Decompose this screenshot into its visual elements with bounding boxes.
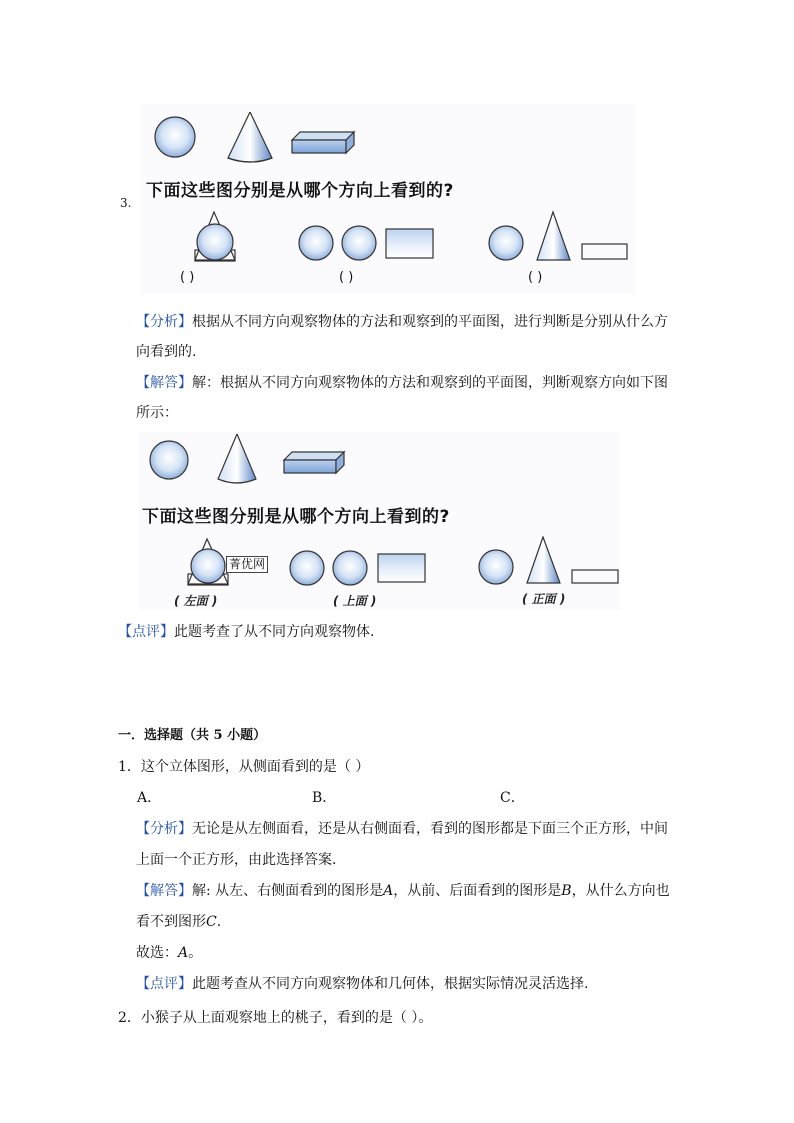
q1-comment: 【点评】此题考查从不同方向观察物体和几何体，根据实际情况灵活选择. <box>136 976 589 992</box>
q1-choice: 故选：A。 <box>136 945 203 961</box>
q3-answer-line1: 【解答】解：根据从不同方向观察物体的方法和观察到的平面图，判断观察方向如下图 <box>136 375 668 391</box>
figure-heading: 下面这些图分别是从哪个方向上看到的? <box>142 507 450 527</box>
answer-top-view: ( 上面 ) <box>333 594 377 608</box>
answer-tag: 【解答】 <box>136 375 192 391</box>
figure-heading: 下面这些图分别是从哪个方向上看到的? <box>146 181 454 201</box>
sphere-shape <box>155 117 195 157</box>
watermark-logo: 菁优网 <box>226 556 268 573</box>
option-a[interactable]: A． <box>137 790 162 806</box>
question-number: 3. <box>120 196 132 210</box>
answer-blank-3: ( ) <box>528 270 543 285</box>
q3-answer-figure <box>138 432 620 610</box>
answer-left-view: ( 左面 ) <box>174 594 218 608</box>
front-view-shape <box>489 212 627 260</box>
analysis-tag: 【分析】 <box>136 314 192 330</box>
q1-analysis-line2: 上面一个正方形，由此选择答案. <box>136 852 337 868</box>
q1-analysis-line1: 【分析】无论是从左侧面看，还是从右侧面看，看到的图形都是下面三个正方形，中间 <box>136 821 668 837</box>
q1-stem: 1．这个立体图形，从侧面看到的是（ ） <box>118 759 370 775</box>
q3-analysis-line1: 【分析】根据从不同方向观察物体的方法和观察到的平面图，进行判断是分别从什么方 <box>136 314 668 330</box>
answer-tag: 【解答】 <box>136 883 192 899</box>
answer-front-view: ( 正面 ) <box>522 592 566 606</box>
q2-stem: 2．小猴子从上面观察地上的桃子，看到的是（ ）。 <box>118 1010 433 1026</box>
cuboid-shape <box>284 452 344 473</box>
top-view-shape <box>299 226 433 260</box>
analysis-tag: 【分析】 <box>136 821 192 837</box>
solids-row <box>140 112 636 174</box>
cone-shape <box>218 434 256 483</box>
option-b[interactable]: B． <box>312 790 337 806</box>
option-c[interactable]: C． <box>500 790 525 806</box>
section-title: 一．选择题（共 5 小题） <box>118 728 267 743</box>
cone-shape <box>228 112 272 162</box>
left-view-shape <box>188 539 228 585</box>
answer-blank-2: ( ) <box>339 270 354 285</box>
cuboid-shape <box>292 132 354 153</box>
q3-comment: 【点评】此题考查了从不同方向观察物体. <box>118 624 375 640</box>
q3-question-figure <box>140 104 636 294</box>
comment-tag: 【点评】 <box>118 624 174 640</box>
q1-answer-line2: 看不到图形C. <box>136 914 222 930</box>
q3-analysis-line2: 向看到的. <box>136 344 197 360</box>
views-row <box>138 536 620 592</box>
q3-answer-line2: 所示： <box>136 405 178 421</box>
answer-blank-1: ( ) <box>180 270 195 285</box>
solids-row <box>138 434 620 492</box>
comment-tag: 【点评】 <box>136 976 192 992</box>
left-view-shape <box>195 212 235 261</box>
sphere-shape <box>150 441 188 479</box>
views-row <box>140 208 636 268</box>
q1-answer-line1: 【解答】解: 从左、右侧面看到的图形是A，从前、后面看到的图形是B，从什么方向也 <box>136 883 670 899</box>
front-view-shape <box>479 537 618 584</box>
top-view-shape <box>290 551 425 585</box>
